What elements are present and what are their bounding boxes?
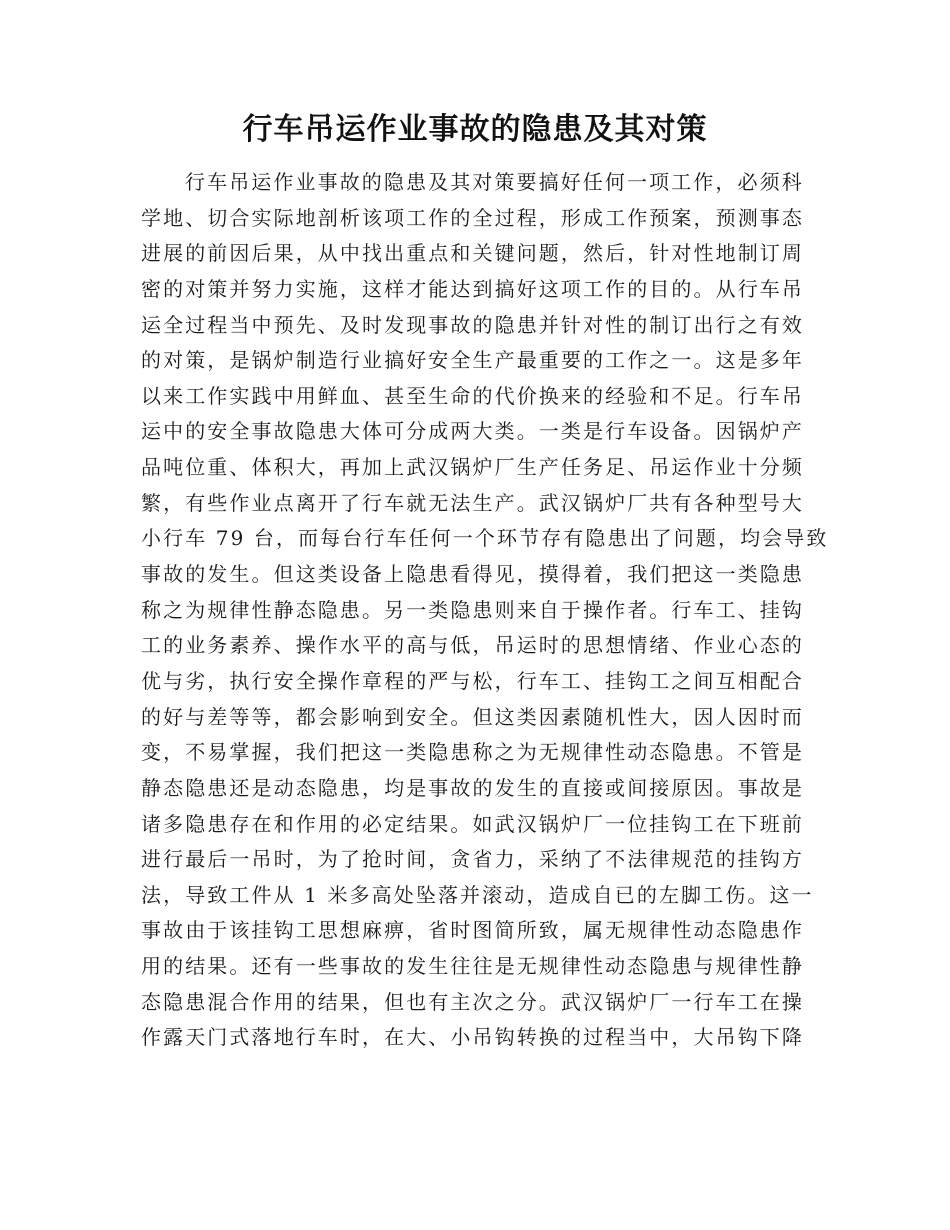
body-line: 品吨位重、体积大，再加上武汉锅炉厂生产任务足、吊运作业十分频 — [141, 455, 804, 480]
document-title: 行车吊运作业事故的隐患及其对策 — [242, 112, 708, 147]
document-body — [141, 165, 829, 1056]
body-line: 变，不易掌握，我们把这一类隐患称之为无规律性动态隐患。不管是 — [141, 740, 804, 765]
body-line: 的对策，是锅炉制造行业搞好安全生产最重要的工作之一。这是多年 — [141, 348, 804, 373]
body-line: 静态隐患还是动态隐患，均是事故的发生的直接或间接原因。事故是 — [141, 775, 804, 800]
body-line: 事故由于该挂钩工思想麻痹，省时图简所致，属无规律性动态隐患作 — [141, 918, 804, 943]
body-line: 学地、切合实际地剖析该项工作的全过程，形成工作预案，预测事态 — [141, 205, 804, 230]
body-line: 称之为规律性静态隐患。另一类隐患则来自于操作者。行车工、挂钩 — [141, 597, 804, 622]
body-line: 事故的发生。但这类设备上隐患看得见，摸得着，我们把这一类隐患 — [141, 562, 804, 587]
body-line: 作露天门式落地行车时，在大、小吊钩转换的过程当中，大吊钩下降 — [141, 1025, 804, 1050]
body-line: 工的业务素养、操作水平的高与低，吊运时的思想情绪、作业心态的 — [141, 633, 804, 658]
body-line: 运全过程当中预先、及时发现事故的隐患并针对性的制订出行之有效 — [141, 312, 804, 337]
body-line: 法，导致工件从 1 米多高处坠落并滚动，造成自已的左脚工伤。这一 — [141, 882, 814, 907]
body-line: 进行最后一吊时，为了抢时间，贪省力，采纳了不法律规范的挂钩方 — [141, 847, 804, 872]
body-line: 的好与差等等，都会影响到安全。但这类因素随机性大，因人因时而 — [141, 704, 804, 729]
body-line: 密的对策并努力实施，这样才能达到搞好这项工作的目的。从行车吊 — [141, 276, 804, 301]
body-line: 态隐患混合作用的结果，但也有主次之分。武汉锅炉厂一行车工在操 — [141, 989, 804, 1014]
body-line: 进展的前因后果，从中找出重点和关键问题，然后，针对性地制订周 — [141, 241, 804, 266]
body-line: 优与劣，执行安全操作章程的严与松，行车工、挂钩工之间互相配合 — [141, 668, 804, 693]
body-line: 诸多隐患存在和作用的必定结果。如武汉锅炉厂一位挂钩工在下班前 — [141, 811, 804, 836]
body-line: 用的结果。还有一些事故的发生往往是无规律性动态隐患与规律性静 — [141, 954, 804, 979]
body-line: 行车吊运作业事故的隐患及其对策要搞好任何一项工作，必须科 — [185, 170, 804, 194]
body-line: 运中的安全事故隐患大体可分成两大类。一类是行车设备。因锅炉产 — [141, 419, 804, 444]
body-line: 以来工作实践中用鲜血、甚至生命的代价换来的经验和不足。行车吊 — [141, 383, 804, 408]
body-line: 小行车 79 台，而每台行车任何一个环节存有隐患出了问题，均会导致 — [141, 526, 829, 551]
body-line: 繁，有些作业点离开了行车就无法生产。武汉锅炉厂共有各种型号大 — [141, 490, 804, 515]
